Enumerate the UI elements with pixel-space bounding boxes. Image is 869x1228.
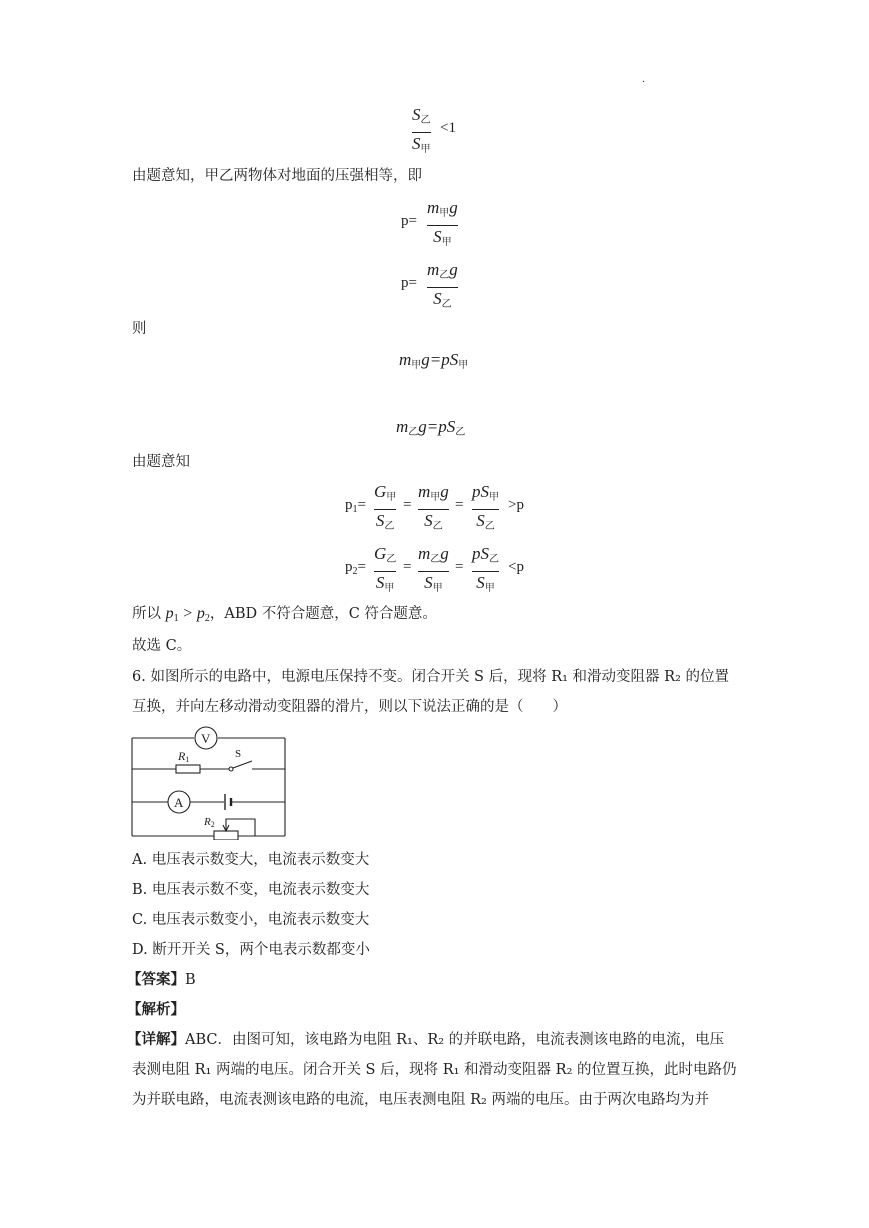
relation-less-than-one: <1 [440,120,456,136]
text-line-conclusion: 所以 $p_1 > p_2$，ABD 不符合题意，C 符合题意。 [132,605,437,624]
eq6-equals-1: = [403,559,412,575]
answer-value: B [185,972,196,988]
option-d: D. 断开开关 S，两个电表示数都变小 [132,942,370,958]
r2-label: R2 [204,816,215,829]
eq2-lhs: p= [401,275,417,291]
eq6-relation: <p [508,559,524,575]
option-c: C. 电压表示数变小，电流表示数变大 [132,912,370,928]
stray-dot: . [642,74,646,85]
detail-line-3: 为并联电路，电流表测该电路的电流，电压表测电阻 R₂ 两端的电压。由于两次电路均为并 [132,1092,709,1108]
eq6-fraction-2: $m_乙g$ $S_甲$ [418,544,449,594]
question-6-line-1: 6. 如图所示的电路中，电源电压保持不变。闭合开关 S 后，现将 R₁ 和滑动变阻器 R₂ 的位置 [132,669,729,685]
option-b: B. 电压表示数不变，电流表示数变大 [132,882,370,898]
r1-label: R1 [178,749,190,764]
text-line-pressure-equal: 由题意知，甲乙两物体对地面的压强相等，即 [132,168,422,184]
switch-pivot [229,767,233,771]
eq1-lhs: p= [401,213,417,229]
detail-line-1: 【详解】ABC．由图可知，该电路为电阻 R₁、R₂ 的并联电路，电流表测该电路的电流，电压 [127,1031,725,1048]
eq5-fraction-2: $m_甲g$ $S_乙$ [418,482,449,532]
question-6-line-2: 互换，并向左移动滑动变阻器的滑片，则以下说法正确的是（ ） [132,699,567,715]
eq5-lhs: $p_1=$ [345,497,366,515]
eq6-lhs: $p_2=$ [345,559,366,577]
voltmeter-label: V [201,731,211,746]
resistor-r1-icon [176,765,200,773]
eq5-equals-2: = [455,497,464,513]
eq4-weight-yi: $m_乙g=pS_乙$ [396,417,466,438]
eq2-fraction: $m_乙g$ $S_乙$ [427,260,458,310]
text-line-then: 则 [132,321,147,337]
analysis-label: 【解析】 [127,1001,185,1018]
eq5-fraction-1: $G_甲$ $S_乙$ [374,482,397,532]
switch-blade-icon [233,761,252,768]
circuit-diagram [128,724,292,840]
rheostat-r2-icon [214,831,238,840]
fraction-s-ratio: $S_乙$ $S_甲$ [412,105,431,155]
eq3-weight-jia: $m_甲g=pS_甲$ [399,350,469,371]
text-line-given: 由题意知 [132,454,190,470]
eq1-fraction: $m_甲g$ $S_甲$ [427,198,458,248]
text-line-choose: 故选 C。 [132,638,192,654]
answer-line [127,970,196,990]
eq6-equals-2: = [455,559,464,575]
detail-line-2: 表测电阻 R₁ 两端的电压。闭合开关 S 后，现将 R₁ 和滑动变阻器 R₂ 的位置互换，此时电路仍 [132,1062,737,1078]
switch-label: S [235,748,242,760]
answer-label: 【答案】 [127,971,185,988]
eq6-fraction-3: $pS_乙$ $S_甲$ [472,544,499,594]
eq5-fraction-3: $pS_甲$ $S_乙$ [472,482,499,532]
ammeter-label: A [174,795,184,810]
option-a: A. 电压表示数变大，电流表示数变大 [132,852,370,868]
eq6-fraction-1: $G_乙$ $S_甲$ [374,544,397,594]
eq5-equals-1: = [403,497,412,513]
eq5-relation: >p [508,497,524,513]
